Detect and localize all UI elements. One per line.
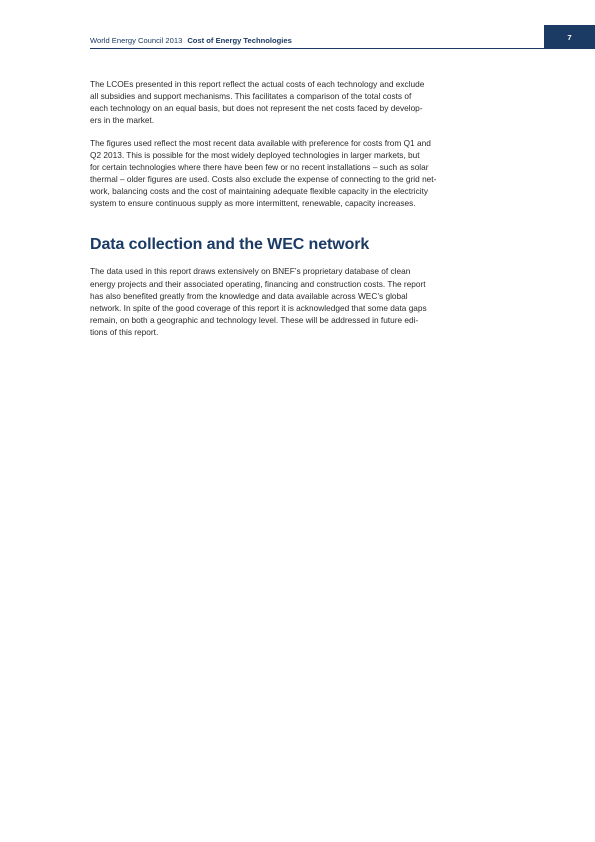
text-line: The data used in this report draws extensively on BNEF’s proprietary database of clean	[90, 266, 411, 277]
running-header	[90, 36, 292, 46]
header-rule	[90, 48, 595, 49]
text-line: remain, on both a geographic and technology level. These will be addressed in future edi-	[90, 314, 419, 325]
text-line: all subsidies and support mechanisms. This facilitates a comparison of the total costs of	[90, 91, 412, 102]
text-line: network. In spite of the good coverage of this report it is acknowledged that some data gaps	[90, 302, 427, 313]
text-line: has also benefited greatly from the knowledge and data available across WEC’s global	[90, 290, 408, 301]
paragraph-data-collection	[90, 265, 510, 337]
header-series: World Energy Council 2013	[90, 36, 183, 45]
text-line: The figures used reflect the most recent data available with preference for costs from Q1 and	[90, 138, 431, 149]
page-number-box	[544, 25, 595, 48]
text-line: energy projects and their associated operating, financing and construction costs. The report	[90, 278, 426, 289]
text-line: work, balancing costs and the cost of maintaining adequate flexible capacity in the electricity	[90, 186, 429, 197]
text-line: each technology on an equal basis, but does not represent the net costs faced by develop-	[90, 103, 423, 114]
text-line: tions of this report.	[90, 326, 159, 337]
page-number: 7	[567, 33, 572, 42]
text-line: for certain technologies where there have been few or no recent installations – such as solar	[90, 162, 429, 173]
text-line: system to ensure continuous supply as more intermittent, renewable, capacity increases.	[90, 198, 416, 209]
page-content	[90, 78, 510, 349]
header-document-title: Cost of Energy Technologies	[187, 36, 292, 45]
text-line: The LCOEs presented in this report reflect the actual costs of each technology and exclude	[90, 79, 425, 89]
text-line: Q2 2013. This is possible for the most widely deployed technologies in larger markets, but	[90, 150, 420, 161]
paragraph-lcoe-scope	[90, 78, 510, 126]
section-heading: Data collection and the WEC network	[90, 236, 370, 254]
paragraph-figures-timing	[90, 137, 510, 209]
text-line: ers in the market.	[90, 115, 155, 126]
text-line: thermal – older figures are used. Costs also exclude the expense of connecting to the grid net-	[90, 174, 437, 185]
